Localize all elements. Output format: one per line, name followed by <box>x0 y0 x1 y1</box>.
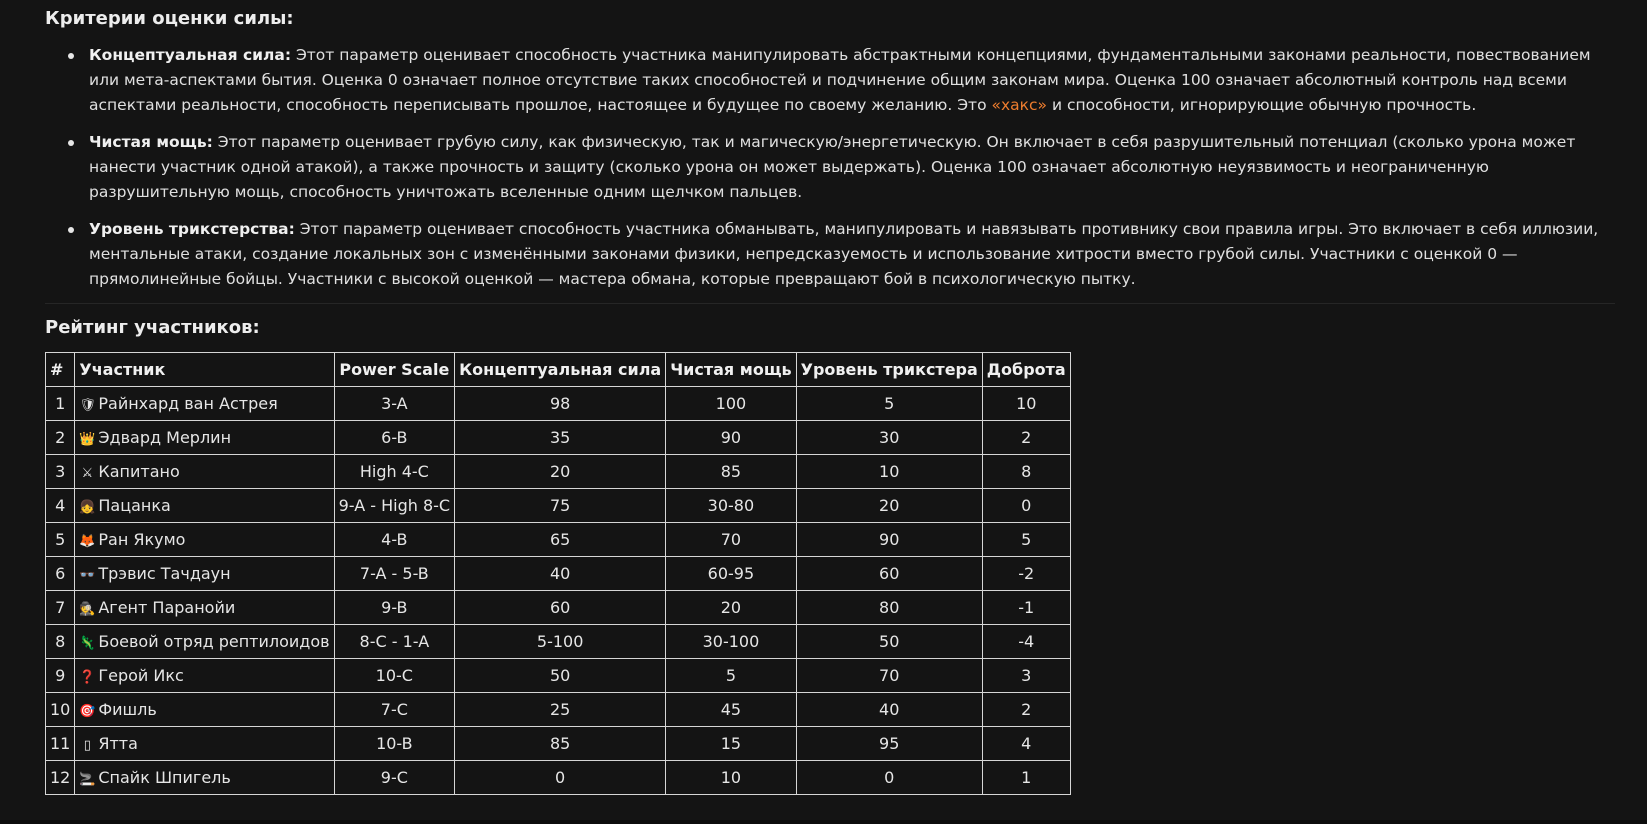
cell-power-scale: 7-A - 5-B <box>334 557 454 591</box>
rating-heading: Рейтинг участников: <box>45 317 260 338</box>
cell-kindness: 10 <box>982 387 1070 421</box>
cell-participant <box>75 421 334 455</box>
cell-number: 3 <box>46 455 75 489</box>
criteria-list <box>45 43 1615 304</box>
cell-trickster: 10 <box>796 455 982 489</box>
cell-raw-power: 5 <box>666 659 796 693</box>
col-header-conceptual: Концептуальная сила <box>455 353 666 387</box>
cell-raw-power: 100 <box>666 387 796 421</box>
cell-kindness: 4 <box>982 727 1070 761</box>
cell-conceptual: 75 <box>455 489 666 523</box>
col-header-trickster: Уровень трикстера <box>796 353 982 387</box>
participant-name: Трэвис Тачдаун <box>98 564 231 583</box>
cell-participant <box>75 625 334 659</box>
participant-icon: 👓 <box>79 568 96 583</box>
criteria-item-trickster <box>45 217 1615 292</box>
cell-participant <box>75 761 334 795</box>
cell-power-scale: 6-B <box>334 421 454 455</box>
participant-icon: 👧 <box>79 500 96 515</box>
cell-number: 4 <box>46 489 75 523</box>
cell-participant <box>75 455 334 489</box>
cell-conceptual: 65 <box>455 523 666 557</box>
participant-icon: ▯ <box>83 738 91 753</box>
rating-table <box>45 352 1071 795</box>
criteria-item-title: Уровень трикстерства: <box>89 220 295 238</box>
col-header-power-scale: Power Scale <box>334 353 454 387</box>
cell-number: 7 <box>46 591 75 625</box>
table-row <box>46 693 1071 727</box>
cell-participant <box>75 659 334 693</box>
criteria-item-text: Этот параметр оценивает способность участника обманывать, манипулировать и навязывать противнику свои правила игры. Это включает в себя иллюзии, ментальные атаки, создание локальных зон с изменёнными законами физики, непредсказуемость и использование хитрости вместо грубой силы. Участники с оценкой 0 — прямолинейные бойцы. Участники с высокой оценкой — мастера обмана, которые превращают бой в психологическую пытку. <box>89 220 1599 288</box>
section-divider <box>45 303 1615 304</box>
criteria-item-raw-power <box>45 130 1615 205</box>
cell-raw-power: 85 <box>666 455 796 489</box>
cell-conceptual: 85 <box>455 727 666 761</box>
cell-trickster: 0 <box>796 761 982 795</box>
participant-name: Капитано <box>98 462 180 481</box>
table-row <box>46 727 1071 761</box>
cell-raw-power: 45 <box>666 693 796 727</box>
cell-number: 5 <box>46 523 75 557</box>
table-row <box>46 489 1071 523</box>
table-row <box>46 659 1071 693</box>
cell-power-scale: 8-C - 1-A <box>334 625 454 659</box>
cell-raw-power: 60-95 <box>666 557 796 591</box>
cell-kindness: 2 <box>982 421 1070 455</box>
cell-kindness: 2 <box>982 693 1070 727</box>
cell-trickster: 60 <box>796 557 982 591</box>
cell-raw-power: 30-80 <box>666 489 796 523</box>
participant-name: Эдвард Мерлин <box>98 428 232 447</box>
table-header-row <box>46 353 1071 387</box>
cell-participant <box>75 523 334 557</box>
cell-trickster: 80 <box>796 591 982 625</box>
participant-icon: 👑 <box>79 432 96 447</box>
cell-kindness: -2 <box>982 557 1070 591</box>
participant-name: Ран Якумо <box>98 530 186 549</box>
cell-kindness: 8 <box>982 455 1070 489</box>
participant-name: Агент Паранойи <box>98 598 236 617</box>
cell-participant <box>75 387 334 421</box>
cell-trickster: 20 <box>796 489 982 523</box>
participant-name: Герой Икс <box>98 666 184 685</box>
cell-power-scale: 10-C <box>334 659 454 693</box>
cell-trickster: 90 <box>796 523 982 557</box>
table-row <box>46 761 1071 795</box>
cell-power-scale: 4-B <box>334 523 454 557</box>
col-header-number: # <box>46 353 75 387</box>
participant-name: Ятта <box>98 734 138 753</box>
participant-name: Спайк Шпигель <box>98 768 231 787</box>
cell-raw-power: 10 <box>666 761 796 795</box>
cell-conceptual: 98 <box>455 387 666 421</box>
participant-icon: 🚬 <box>79 772 96 787</box>
criteria-item-text: Этот параметр оценивает способность участника манипулировать абстрактными концепциями, фундаментальными законами реальности, повествованием или мета-аспектами бытия. Оценка 0 означает полное отсутствие таких способностей и подчинение общим законам мира. Оценка 100 означает абсолютный контроль над всеми аспектами реальности, способность переписывать прошлое, настоящее и будущее по своему желанию. Это <box>89 46 1591 114</box>
cell-raw-power: 70 <box>666 523 796 557</box>
cell-trickster: 70 <box>796 659 982 693</box>
cell-number: 12 <box>46 761 75 795</box>
cell-participant <box>75 557 334 591</box>
haks-link[interactable]: «хакс» <box>991 96 1048 114</box>
cell-number: 2 <box>46 421 75 455</box>
cell-raw-power: 20 <box>666 591 796 625</box>
participant-icon: 🦊 <box>79 534 96 549</box>
cell-trickster: 50 <box>796 625 982 659</box>
cell-trickster: 95 <box>796 727 982 761</box>
criteria-item-conceptual <box>45 43 1615 118</box>
cell-power-scale: 9-B <box>334 591 454 625</box>
participant-name: Боевой отряд рептилоидов <box>98 632 330 651</box>
table-row <box>46 387 1071 421</box>
rating-table-body <box>46 387 1071 795</box>
participant-icon: 🎯 <box>79 704 96 719</box>
cell-number: 8 <box>46 625 75 659</box>
cell-number: 6 <box>46 557 75 591</box>
cell-number: 10 <box>46 693 75 727</box>
criteria-heading: Критерии оценки силы: <box>45 8 294 29</box>
criteria-item-text: и способности, игнорирующие обычную прочность. <box>1047 96 1477 114</box>
col-header-participant: Участник <box>75 353 334 387</box>
criteria-item-title: Чистая мощь: <box>89 133 213 151</box>
cell-kindness: 3 <box>982 659 1070 693</box>
participant-icon: 🕵 <box>79 602 96 617</box>
cell-conceptual: 60 <box>455 591 666 625</box>
cell-conceptual: 25 <box>455 693 666 727</box>
cell-power-scale: High 4-C <box>334 455 454 489</box>
cell-kindness: 1 <box>982 761 1070 795</box>
participant-name: Пацанка <box>98 496 171 515</box>
cell-conceptual: 20 <box>455 455 666 489</box>
cell-participant <box>75 591 334 625</box>
cell-kindness: 5 <box>982 523 1070 557</box>
cell-kindness: 0 <box>982 489 1070 523</box>
cell-conceptual: 0 <box>455 761 666 795</box>
participant-icon: 🛡 <box>79 398 96 413</box>
table-row <box>46 455 1071 489</box>
cell-participant <box>75 693 334 727</box>
participant-name: Фишль <box>98 700 157 719</box>
criteria-item-title: Концептуальная сила: <box>89 46 292 64</box>
cell-trickster: 40 <box>796 693 982 727</box>
cell-power-scale: 9-A - High 8-C <box>334 489 454 523</box>
cell-conceptual: 5-100 <box>455 625 666 659</box>
cell-raw-power: 15 <box>666 727 796 761</box>
cell-conceptual: 40 <box>455 557 666 591</box>
participant-icon: 🦎 <box>79 636 96 651</box>
cell-participant <box>75 489 334 523</box>
col-header-raw-power: Чистая мощь <box>666 353 796 387</box>
cell-raw-power: 30-100 <box>666 625 796 659</box>
participant-icon: ❓ <box>79 670 96 685</box>
cell-conceptual: 50 <box>455 659 666 693</box>
cell-participant <box>75 727 334 761</box>
cell-trickster: 30 <box>796 421 982 455</box>
cell-power-scale: 9-C <box>334 761 454 795</box>
cell-power-scale: 10-B <box>334 727 454 761</box>
cell-number: 11 <box>46 727 75 761</box>
cell-trickster: 5 <box>796 387 982 421</box>
table-row <box>46 421 1071 455</box>
table-row <box>46 591 1071 625</box>
participant-icon: ⚔ <box>81 466 94 481</box>
cell-power-scale: 7-C <box>334 693 454 727</box>
cell-kindness: -1 <box>982 591 1070 625</box>
table-row <box>46 523 1071 557</box>
table-row <box>46 625 1071 659</box>
table-row <box>46 557 1071 591</box>
criteria-item-text: Этот параметр оценивает грубую силу, как физическую, так и магическую/энергетическую. Он включает в себя разрушительный потенциал (сколько урона может нанести участник одной атакой), а также прочность и защиту (сколько урона он может выдержать). Оценка 100 означает абсолютную неуязвимость и неограниченную разрушительную мощь, способность уничтожать вселенные одним щелчком пальцев. <box>89 133 1576 201</box>
cell-kindness: -4 <box>982 625 1070 659</box>
cell-conceptual: 35 <box>455 421 666 455</box>
cell-power-scale: 3-A <box>334 387 454 421</box>
page-bottom-edge <box>0 820 1647 824</box>
col-header-kindness: Доброта <box>982 353 1070 387</box>
participant-name: Райнхард ван Астрея <box>98 394 278 413</box>
cell-number: 9 <box>46 659 75 693</box>
cell-number: 1 <box>46 387 75 421</box>
cell-raw-power: 90 <box>666 421 796 455</box>
